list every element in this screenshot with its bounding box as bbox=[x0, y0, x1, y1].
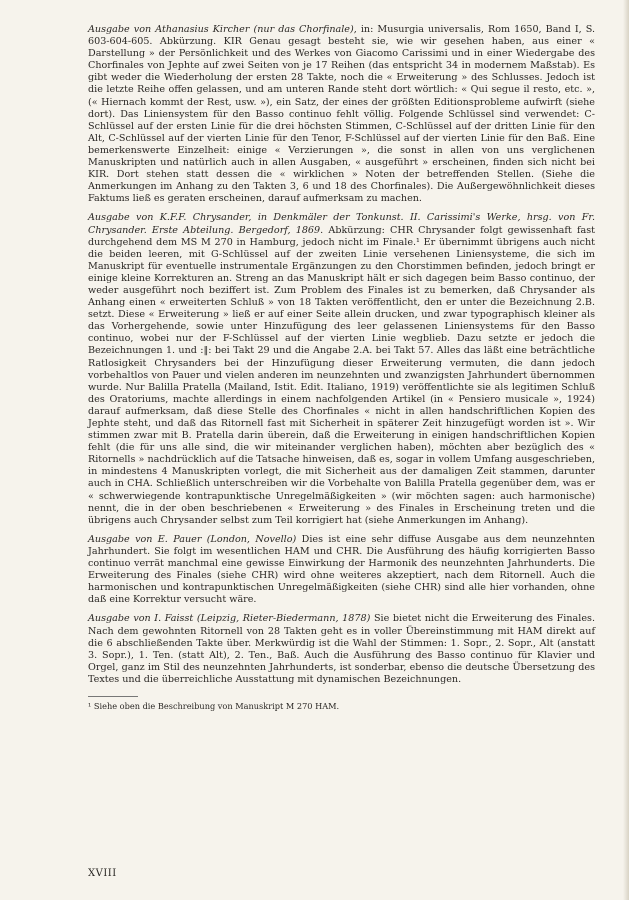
section-text: Sie bietet nicht die Erweiterung des Finales. Nach dem gewohnten Ritornell von 28 Takten geht es in voller Übereinstimmung mit HAM direkt auf die 6 abschließenden Takte über. Merkwürdig ist die Wahl der Stimmen: 1. Sopr., 2. Sopr., Alt (anstatt 3. Sopr.), 1. Ten. (statt Alt), 2. Ten., Baß. Auch die Ausführung des Basso continuo für Klavier und Orgel, ganz im Stil des neunzehnten Jahrhunderts, ist sonderbar, ebenso die deutsche Übersetzung des Textes und die überreichliche Ausstattung mit dynamischen Bezeichnungen. bbox=[88, 613, 595, 685]
footnote: ¹ Siehe oben die Beschreibung von Manuskript M 270 HAM. bbox=[88, 700, 340, 711]
section-text: , in: Musurgia universalis, Rom 1650, Band I, S. 603-604-605. Abkürzung. KIR Genau gesagt besteht sie, wie wir gesehen haben, aus einer « Darstellung » der Persönlichkeit und des Werkes von Giacomo Carissimi und in einer Wiedergabe des Chorfinales von Jephte auf zwei Seiten von je 17 Reihen (das entspricht 34 in modernem Maßstab). Es gibt weder die Wiederholung der ersten 28 Takte, noch die « Erweiterung » des Schlusses. Jedoch ist die letzte Reihe offen gelassen, und am unteren Rande steht dort wörtlich: « Qui segue il resto, etc. », (« Hiernach kommt der Rest, usw. »), ein Satz, der eines der größten Editionsprobleme aufwirft (siehe dort). Das Liniensystem für den Basso continuo fehlt völlig. Folgende Schlüssel sind verwendet: C-Schlüssel auf der ersten Linie für die drei höchsten Stimmen, C-Schlüssel auf der dritten Linie für den Alt, C-Schlüssel auf der vierten Linie für den Tenor, F-Schlüssel auf der vierten Linie für den Baß. Eine bemerkenswerte Einzelheit: einige « Verzierungen », die sonst in allen von uns verglichenen Manuskripten und natürlich auch in allen Ausgaben, « ausgeführt » erscheinen, finden sich nicht bei KIR. Dort stehen statt dessen die « wirklichen » Noten der betreffenden Stellen. (Siehe die Anmerkungen im Anhang zu den Takten 3, 6 und 18 des Chorfinales). Die Außergewöhnlichkeit dieses Faktums ließ es geraten erscheinen, darauf aufmerksam zu machen. bbox=[88, 24, 595, 205]
section-text: Dies ist eine sehr diffuse Ausgabe aus dem neunzehnten Jahrhundert. Sie folgt im wesentlichen HAM und CHR. Die Ausführung des häufig korrigierten Basso continuo verrät manchmal eine gewisse Einwirkung der Harmonik des neunzehnten Jahrhunderts. Die Erweiterung des Finales (siehe CHR) wird ohne weiteres akzeptiert, nach dem Ritornell. Auch die harmonischen und kontrapunktischen Unregelmäßigkeiten (siehe CHR) sind alle hier vorhanden, ohne daß eine Korrektur versucht wäre. bbox=[88, 533, 595, 606]
section-paragraph bbox=[88, 24, 595, 205]
section-pauer bbox=[88, 534, 595, 607]
section-lead: Ausgabe von E. Pauer (London, Novello) bbox=[88, 533, 297, 545]
section-lead: Ausgabe von Athanasius Kircher (nur das Chorfinale) bbox=[88, 24, 354, 35]
section-paragraph bbox=[88, 534, 595, 607]
section-text: Abkürzung: CHR Chrysander folgt gewissenhaft fast durchgehend dem MS M 270 in Hamburg, jedoch nicht im Finale.¹ Er übernimmt übrigens auch nicht die beiden leeren, mit G-Schlüssel auf der zweiten Linie versehenen Liniensysteme, die sich im Manuskript für eventuelle instrumentale Ergänzungen zu den Chorstimmen befinden, jedoch bringt er einige kleine Korrekturen an. Streng an das Manuskript hält er sich dagegen beim Basso continuo, der weder ausgeführt noch beziffert ist. Zum Problem des Finales ist zu bemerken, daß Chrysander als Anhang einen « erweiterten Schluß » von 18 Takten veröffentlicht, den er unter die Bezeichnung 2.B. setzt. Diese « Erweiterung » ließ er auf einer Seite allein drucken, und zwar typographisch kleiner als das Vorhergehende, sowie unter Hinzufügung des leer gelassenen Liniensystems für den Basso continuo, wobei nur der F-Schlüssel auf der vierten Linie wegblieb. Dazu setzte er jedoch die Bezeichnungen 1. und :‖: bei Takt 29 und die Angabe 2.A. bei Takt 57. Alles das läßt eine beträchtliche Ratlosigkeit Chrysanders bei der Hinzufügung dieser Erweiterung vermuten, die dann jedoch vorbehaltlos von Pauer und vielen anderen im neunzehnten und zwanzigsten Jahrhundert übernommen wurde. Nur Balilla Pratella (Mailand, Istit. Edit. Italiano, 1919) veröffentlichte sie als legitimen Schluß des Oratoriums, machte allerdings in einem nachfolgenden Artikel (in « Pensiero musicale », 1924) darauf aufmerksam, daß diese Stelle des Chorfinales « nicht in allen handschriftlichen Kopien des Jephte steht, und daß das Ritornell fast mit Sicherheit in späterer Zeit hinzugefügt worden ist ». Wir stimmen zwar mit B. Pratella darin überein, daß die Erweiterung in einigen handschriftlichen Kopien fehlt (die für uns alle sind, die wir miteinander verglichen haben), möchten aber bezüglich des « Ritornells » nachdrücklich auf die Tatsache hinweisen, daß es, sogar in vollem Umfang ausgeschrieben, in mindestens 4 Manuskripten vorlegt, die mit Sicherheit aus der damaligen Zeit stammen, darunter auch in CHA. Schließlich unterschreiben wir die Vorbehalte von Balilla Pratella gegenüber dem, was er « schwerwiegende kontrapunktische Unregelmäßigkeiten » (wir möchten sagen: auch harmonische) nennt, die in der oben beschriebenen « Erweiterung » des Finales in Erscheinung treten und die übrigens auch Chrysander selbst zum Teil korrigiert hat (siehe Anmerkungen im Anhang). bbox=[88, 224, 595, 526]
section-lead: Ausgabe von I. Faisst (Leipzig, Rieter-Biedermann, 1878) bbox=[88, 613, 371, 625]
section-kircher bbox=[88, 24, 595, 205]
section-lead: Ausgabe von K.F.F. Chrysander, in Denkmäler der Tonkunst. II. Carissimi's Werke, hrsg. von Fr. Chrysander. Erste Abteilung. Bergedorf, 1869. bbox=[88, 212, 595, 236]
section-chrysander bbox=[88, 212, 595, 526]
section-paragraph bbox=[88, 613, 595, 686]
footnote-divider bbox=[88, 696, 138, 697]
page-number: XVIII bbox=[88, 868, 117, 879]
section-paragraph bbox=[88, 212, 595, 526]
section-faisst bbox=[88, 613, 595, 686]
